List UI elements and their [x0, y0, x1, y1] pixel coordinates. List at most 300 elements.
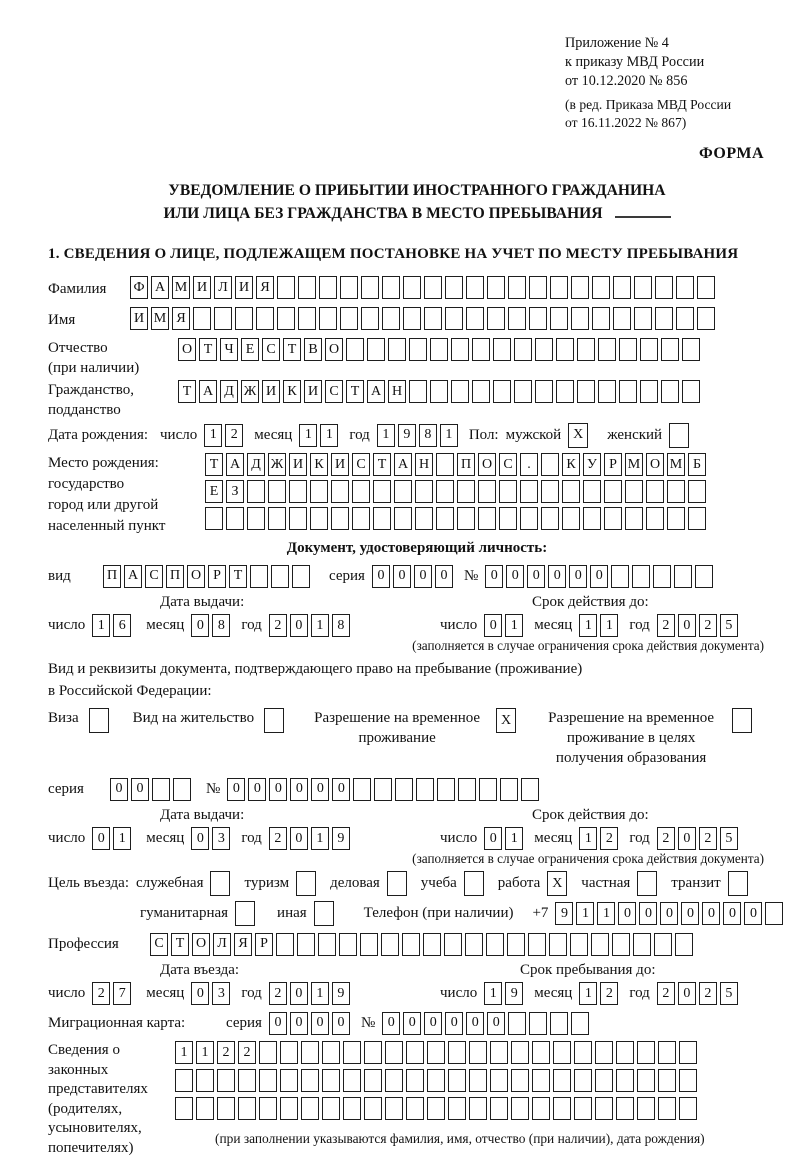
- field-surname: [48, 276, 786, 302]
- char-cell: 0: [393, 565, 411, 588]
- char-cell: [658, 1069, 676, 1092]
- migration-series-cells: [269, 1012, 353, 1035]
- char-cell: [352, 507, 370, 530]
- char-cell: 0: [414, 565, 432, 588]
- char-cell: [385, 1041, 403, 1064]
- char-cell: М: [172, 276, 190, 299]
- char-cell: 0: [618, 902, 636, 925]
- expiry-month-cells: [579, 614, 621, 637]
- char-cell: [416, 778, 434, 801]
- char-cell: Т: [178, 380, 196, 403]
- representatives-row2: [175, 1069, 705, 1092]
- purpose-humanitarian: гуманитарная: [140, 901, 258, 926]
- char-cell: 0: [744, 902, 762, 925]
- char-cell: [276, 933, 294, 956]
- identity-issue-col: [48, 594, 400, 637]
- char-cell: [361, 307, 379, 330]
- issue-day-cells: [92, 614, 134, 637]
- char-cell: З: [226, 480, 244, 503]
- identity-doc-note: (заполняется в случае ограничения срока действия документа): [412, 638, 764, 653]
- char-cell: [661, 380, 679, 403]
- char-cell: [301, 1041, 319, 1064]
- identity-doc-dates: [48, 594, 786, 637]
- char-cell: 2: [657, 827, 675, 850]
- entry-date-heading: Дата въезда:: [160, 962, 240, 978]
- char-cell: [541, 480, 559, 503]
- char-cell: [226, 507, 244, 530]
- char-cell: [655, 307, 673, 330]
- char-cell: [373, 480, 391, 503]
- char-cell: [331, 507, 349, 530]
- option-visa: Виза: [48, 708, 109, 733]
- char-cell: [310, 480, 328, 503]
- char-cell: [697, 307, 715, 330]
- issue-month-cells: [191, 614, 233, 637]
- char-cell: 9: [332, 827, 350, 850]
- char-cell: [403, 276, 421, 299]
- char-cell: [499, 480, 517, 503]
- char-cell: [508, 276, 526, 299]
- doc-series-label: серия: [329, 567, 365, 584]
- char-cell: [472, 338, 490, 361]
- char-cell: [604, 480, 622, 503]
- option-temp-residence-education: Разрешение на временное проживание в целях получения образования: [540, 708, 752, 768]
- char-cell: 0: [131, 778, 149, 801]
- char-cell: [487, 307, 505, 330]
- char-cell: Т: [346, 380, 364, 403]
- char-cell: [695, 565, 713, 588]
- char-cell: [409, 380, 427, 403]
- char-cell: [319, 276, 337, 299]
- char-cell: 1: [579, 827, 597, 850]
- char-cell: Б: [688, 453, 706, 476]
- char-cell: [514, 380, 532, 403]
- patronymic-cells: [178, 338, 703, 361]
- char-cell: [388, 338, 406, 361]
- char-cell: 9: [555, 902, 573, 925]
- business-checkbox: [387, 871, 407, 896]
- char-cell: [469, 1041, 487, 1064]
- char-cell: [339, 933, 357, 956]
- char-cell: [415, 507, 433, 530]
- char-cell: 0: [527, 565, 545, 588]
- char-cell: Я: [234, 933, 252, 956]
- char-cell: [592, 276, 610, 299]
- migration-card-row: [48, 1010, 786, 1036]
- year-word: год: [349, 426, 370, 443]
- char-cell: А: [226, 453, 244, 476]
- entry-date-col: [48, 962, 400, 1005]
- char-cell: К: [562, 453, 580, 476]
- char-cell: [562, 507, 580, 530]
- char-cell: С: [352, 453, 370, 476]
- char-cell: 0: [191, 614, 209, 637]
- char-cell: 0: [311, 778, 329, 801]
- char-cell: [640, 380, 658, 403]
- char-cell: [367, 338, 385, 361]
- char-cell: 2: [225, 424, 243, 447]
- char-cell: [364, 1097, 382, 1120]
- char-cell: [259, 1041, 277, 1064]
- char-cell: [493, 380, 511, 403]
- char-cell: [298, 307, 316, 330]
- char-cell: А: [151, 276, 169, 299]
- char-cell: [511, 1069, 529, 1092]
- doc-number-label: №: [463, 567, 479, 584]
- char-cell: [625, 507, 643, 530]
- representatives-right: [175, 1041, 705, 1147]
- surname-label: Фамилия: [48, 281, 107, 297]
- char-cell: [549, 933, 567, 956]
- temp-residence-checkbox: X: [496, 708, 516, 733]
- char-cell: [508, 1012, 526, 1035]
- char-cell: [430, 338, 448, 361]
- char-cell: [634, 307, 652, 330]
- char-cell: [528, 933, 546, 956]
- entry-year-cells: [269, 982, 353, 1005]
- char-cell: 0: [372, 565, 390, 588]
- expiry-day-cells: [484, 614, 526, 637]
- char-cell: Ф: [130, 276, 148, 299]
- birth-place-row3: [205, 507, 709, 530]
- char-cell: Т: [229, 565, 247, 588]
- entry-day-cells: [92, 982, 134, 1005]
- char-cell: [595, 1097, 613, 1120]
- sex-female-label: женский: [607, 426, 663, 443]
- purpose-study: учеба: [421, 871, 487, 896]
- char-cell: Ж: [268, 453, 286, 476]
- char-cell: [562, 480, 580, 503]
- char-cell: [619, 380, 637, 403]
- profession-label: Профессия: [48, 936, 119, 952]
- residence-expiry-col: Срок действия до: число 0 1 месяц 1 2 год 2 0 2 5: [440, 807, 741, 850]
- char-cell: [487, 276, 505, 299]
- char-cell: [598, 338, 616, 361]
- char-cell: Д: [247, 453, 265, 476]
- char-cell: [697, 276, 715, 299]
- char-cell: [520, 507, 538, 530]
- char-cell: 2: [600, 827, 618, 850]
- char-cell: 0: [382, 1012, 400, 1035]
- char-cell: 0: [290, 1012, 308, 1035]
- char-cell: [259, 1097, 277, 1120]
- char-cell: [500, 778, 518, 801]
- char-cell: 1: [484, 982, 502, 1005]
- char-cell: .: [520, 453, 538, 476]
- stay-until-col: [440, 962, 741, 1005]
- char-cell: 1: [113, 827, 131, 850]
- char-cell: 9: [398, 424, 416, 447]
- char-cell: [444, 933, 462, 956]
- char-cell: [688, 507, 706, 530]
- char-cell: 0: [678, 614, 696, 637]
- char-cell: 1: [196, 1041, 214, 1064]
- char-cell: 9: [332, 982, 350, 1005]
- char-cell: [409, 338, 427, 361]
- purpose-private: частная: [581, 871, 660, 896]
- char-cell: [508, 307, 526, 330]
- char-cell: [616, 1041, 634, 1064]
- char-cell: [679, 1069, 697, 1092]
- birth-year-cells: [377, 424, 461, 447]
- char-cell: 0: [484, 614, 502, 637]
- char-cell: Т: [283, 338, 301, 361]
- char-cell: [364, 1041, 382, 1064]
- tourism-checkbox: [296, 871, 316, 896]
- char-cell: 1: [311, 827, 329, 850]
- char-cell: [595, 1069, 613, 1092]
- migration-number-label: №: [360, 1014, 376, 1031]
- char-cell: [289, 480, 307, 503]
- char-cell: [277, 276, 295, 299]
- char-cell: [382, 276, 400, 299]
- char-cell: 0: [332, 778, 350, 801]
- purpose-transit: транзит: [671, 871, 750, 896]
- purpose-business: деловая: [330, 871, 410, 896]
- char-cell: [247, 480, 265, 503]
- field-citizenship: [48, 380, 786, 420]
- char-cell: 8: [212, 614, 230, 637]
- char-cell: [640, 338, 658, 361]
- char-cell: 1: [505, 827, 523, 850]
- char-cell: [577, 380, 595, 403]
- char-cell: [529, 1012, 547, 1035]
- char-cell: 0: [485, 565, 503, 588]
- char-cell: [478, 480, 496, 503]
- entry-dates: [48, 962, 786, 1005]
- char-cell: 2: [699, 827, 717, 850]
- residence-issue-day-cells: [92, 827, 134, 850]
- section1-heading: 1. СВЕДЕНИЯ О ЛИЦЕ, ПОДЛЕЖАЩЕМ ПОСТАНОВКЕ НА УЧЕТ ПО МЕСТУ ПРЕБЫВАНИЯ: [48, 246, 739, 262]
- char-cell: Е: [205, 480, 223, 503]
- char-cell: С: [325, 380, 343, 403]
- char-cell: [535, 338, 553, 361]
- char-cell: [574, 1097, 592, 1120]
- char-cell: [415, 480, 433, 503]
- work-checkbox: X: [547, 871, 567, 896]
- char-cell: 2: [269, 982, 287, 1005]
- char-cell: [310, 507, 328, 530]
- residence-series-cells: [110, 778, 194, 801]
- char-cell: И: [304, 380, 322, 403]
- char-cell: 0: [110, 778, 128, 801]
- birth-place-row1: [205, 453, 709, 476]
- phone-prefix: +7: [532, 905, 549, 921]
- char-cell: [595, 1041, 613, 1064]
- char-cell: 2: [657, 614, 675, 637]
- char-cell: 7: [113, 982, 131, 1005]
- phone-label: Телефон (при наличии): [363, 905, 514, 921]
- issue-year-cells: [269, 614, 353, 637]
- char-cell: М: [625, 453, 643, 476]
- char-cell: [373, 507, 391, 530]
- char-cell: 0: [678, 982, 696, 1005]
- char-cell: [633, 933, 651, 956]
- char-cell: 0: [506, 565, 524, 588]
- char-cell: [604, 507, 622, 530]
- char-cell: 1: [92, 614, 110, 637]
- char-cell: 0: [681, 902, 699, 925]
- char-cell: [259, 1069, 277, 1092]
- sex-label: Пол:: [468, 426, 499, 443]
- entry-month-cells: [191, 982, 233, 1005]
- visit-purpose-row1: [48, 871, 786, 896]
- month-word: месяц: [254, 426, 293, 443]
- char-cell: 0: [678, 827, 696, 850]
- char-cell: С: [150, 933, 168, 956]
- other-checkbox: [314, 901, 334, 926]
- char-cell: 1: [175, 1041, 193, 1064]
- char-cell: П: [166, 565, 184, 588]
- residence-doc-intro: Вид и реквизиты документа, подтверждающего право на пребывание (проживание) в Российской Федерации:: [48, 661, 583, 699]
- char-cell: [247, 507, 265, 530]
- char-cell: [424, 276, 442, 299]
- birth-place-cell-rows: [205, 453, 709, 530]
- char-cell: 2: [600, 982, 618, 1005]
- representatives-note: (при заполнении указываются фамилия, имя, отчество (при наличии), дата рождения): [215, 1131, 705, 1146]
- char-cell: [394, 507, 412, 530]
- form-body: [48, 276, 786, 1158]
- char-cell: [173, 778, 191, 801]
- char-cell: И: [262, 380, 280, 403]
- expiry-year-cells: [657, 614, 741, 637]
- char-cell: А: [199, 380, 217, 403]
- char-cell: [448, 1041, 466, 1064]
- char-cell: [381, 933, 399, 956]
- char-cell: 2: [269, 614, 287, 637]
- char-cell: [511, 1041, 529, 1064]
- char-cell: [423, 933, 441, 956]
- char-cell: 1: [320, 424, 338, 447]
- char-cell: О: [178, 338, 196, 361]
- edition-line: от 16.11.2022 № 867): [565, 115, 687, 130]
- char-cell: [277, 307, 295, 330]
- field-given-name: [48, 307, 786, 333]
- char-cell: [343, 1097, 361, 1120]
- char-cell: Л: [213, 933, 231, 956]
- char-cell: 3: [212, 982, 230, 1005]
- given-name-label: Имя: [48, 312, 76, 328]
- char-cell: [682, 380, 700, 403]
- char-cell: Р: [604, 453, 622, 476]
- char-cell: [427, 1097, 445, 1120]
- char-cell: Т: [205, 453, 223, 476]
- field-birth-place: [48, 453, 786, 537]
- char-cell: [465, 933, 483, 956]
- day-word: число: [160, 426, 198, 443]
- char-cell: 8: [332, 614, 350, 637]
- char-cell: 0: [191, 827, 209, 850]
- char-cell: [458, 778, 476, 801]
- char-cell: 0: [227, 778, 245, 801]
- char-cell: [646, 480, 664, 503]
- char-cell: 0: [548, 565, 566, 588]
- issue-date-heading: Дата выдачи:: [160, 594, 245, 610]
- char-cell: 0: [248, 778, 266, 801]
- char-cell: 2: [92, 982, 110, 1005]
- char-cell: [395, 778, 413, 801]
- char-cell: М: [667, 453, 685, 476]
- representatives-row1: [175, 1041, 705, 1064]
- char-cell: 2: [269, 827, 287, 850]
- char-cell: [289, 507, 307, 530]
- char-cell: Н: [415, 453, 433, 476]
- char-cell: [490, 1097, 508, 1120]
- char-cell: [486, 933, 504, 956]
- char-cell: М: [151, 307, 169, 330]
- char-cell: [235, 307, 253, 330]
- migration-series-label: серия: [226, 1014, 262, 1031]
- option-temp-residence: Разрешение на временное проживание X: [308, 708, 516, 748]
- char-cell: [583, 480, 601, 503]
- char-cell: 0: [92, 827, 110, 850]
- char-cell: [457, 507, 475, 530]
- char-cell: 1: [579, 982, 597, 1005]
- char-cell: У: [583, 453, 601, 476]
- option-residence-permit: Вид на жительство: [133, 708, 284, 733]
- char-cell: [436, 507, 454, 530]
- visit-purpose-label: Цель въезда:: [48, 875, 129, 891]
- char-cell: [238, 1097, 256, 1120]
- char-cell: [653, 565, 671, 588]
- char-cell: [466, 307, 484, 330]
- char-cell: [490, 1041, 508, 1064]
- birth-day-cells: [204, 424, 246, 447]
- edition-block: [565, 96, 786, 132]
- char-cell: [550, 276, 568, 299]
- doc-series-cells: [372, 565, 456, 588]
- identity-expiry-date: число 0 1 месяц 1 1 год 2 0 2 5: [440, 614, 741, 637]
- residence-doc-series-row: серия 0 0 № 0 0 0 0 0 0: [48, 776, 786, 802]
- char-cell: [658, 1097, 676, 1120]
- char-cell: [472, 380, 490, 403]
- char-cell: [675, 933, 693, 956]
- char-cell: 2: [657, 982, 675, 1005]
- char-cell: 0: [569, 565, 587, 588]
- char-cell: К: [283, 380, 301, 403]
- char-cell: [507, 933, 525, 956]
- field-birth-date: [48, 422, 786, 448]
- char-cell: 1: [377, 424, 395, 447]
- appendix-block: [565, 34, 786, 132]
- appendix-line: к приказу МВД России: [565, 54, 705, 70]
- char-cell: 0: [311, 1012, 329, 1035]
- char-cell: [765, 902, 783, 925]
- char-cell: [529, 276, 547, 299]
- birth-month-cells: [299, 424, 341, 447]
- char-cell: [655, 276, 673, 299]
- char-cell: [499, 507, 517, 530]
- char-cell: [382, 307, 400, 330]
- profession-cells: [150, 933, 696, 956]
- char-cell: [556, 338, 574, 361]
- char-cell: [616, 1069, 634, 1092]
- transit-checkbox: [728, 871, 748, 896]
- char-cell: [205, 507, 223, 530]
- char-cell: [667, 480, 685, 503]
- residence-permit-checkbox: [264, 708, 284, 733]
- temp-residence-education-checkbox: [732, 708, 752, 733]
- appendix-line: Приложение № 4: [565, 35, 669, 51]
- char-cell: [574, 1069, 592, 1092]
- char-cell: И: [331, 453, 349, 476]
- char-cell: Т: [199, 338, 217, 361]
- char-cell: [570, 933, 588, 956]
- field-profession: [48, 931, 786, 957]
- purpose-work: работа X: [498, 871, 571, 896]
- residence-issue-month-cells: [191, 827, 233, 850]
- char-cell: [457, 480, 475, 503]
